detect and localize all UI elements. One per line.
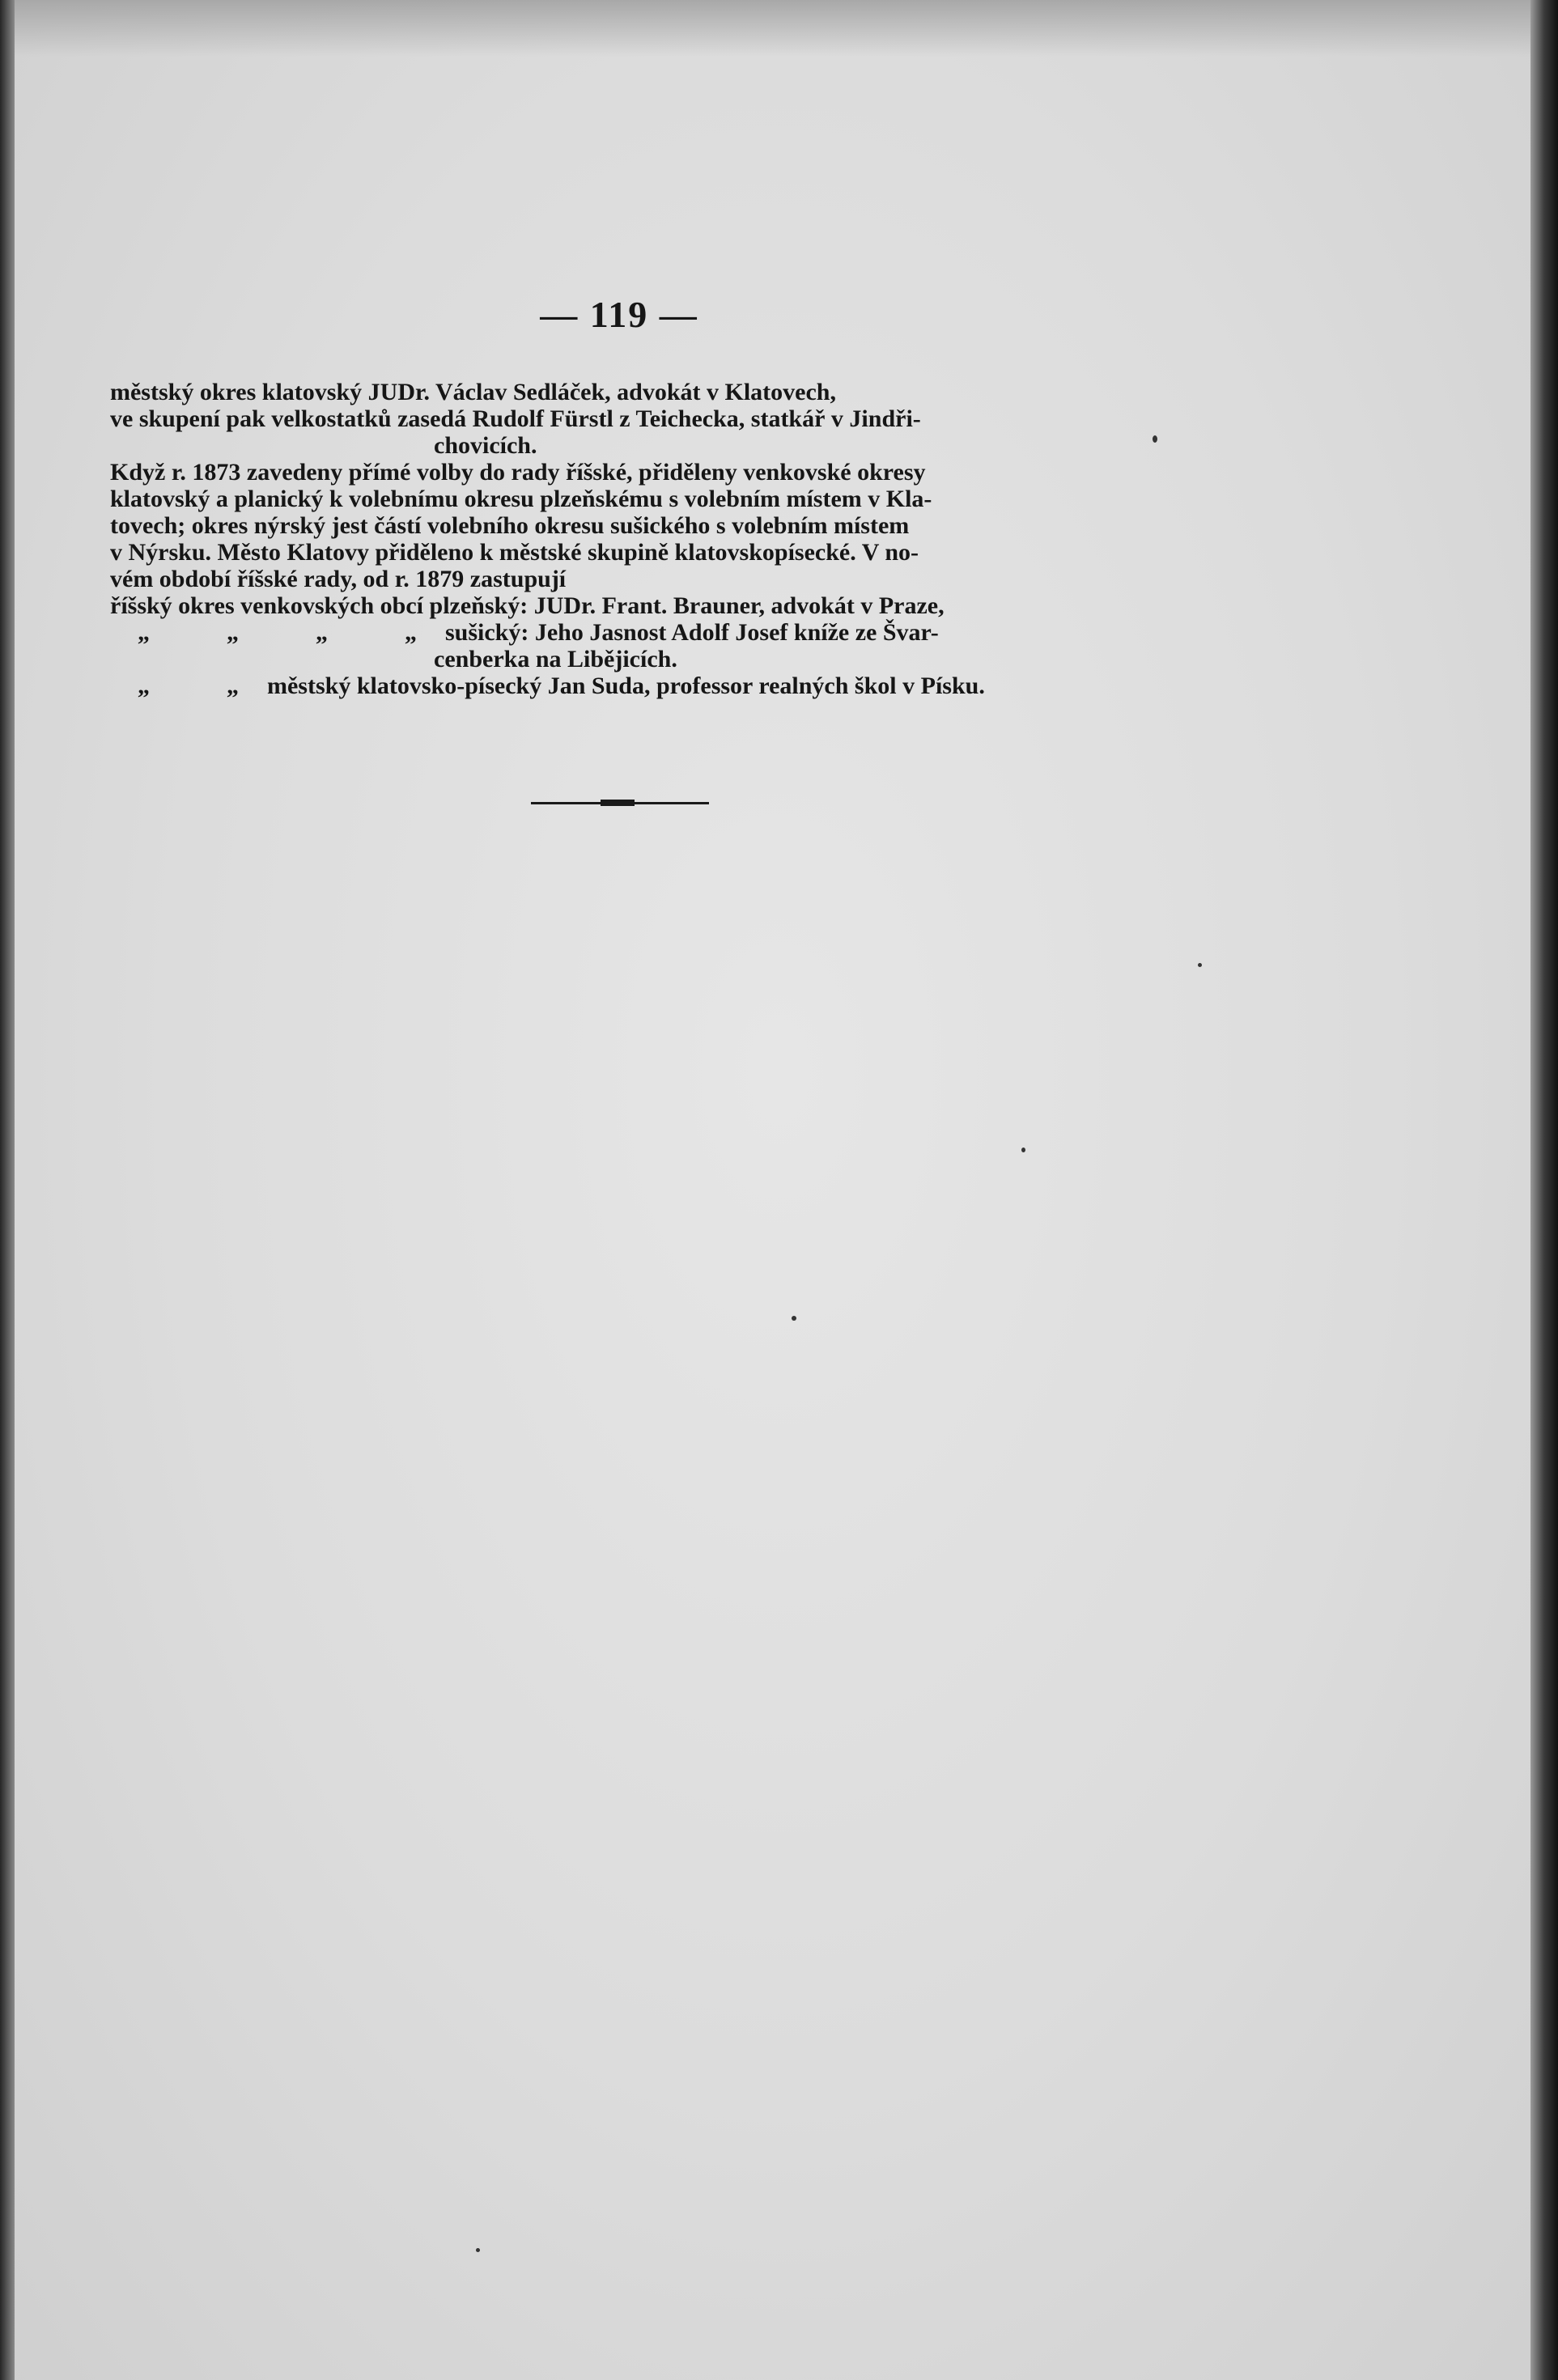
text-line: cenberka na Libějicích.	[434, 646, 677, 672]
scan-speck	[1153, 435, 1157, 443]
text-line: městský okres klatovský JUDr. Václav Sedláček, advokát v Klatovech,	[110, 379, 836, 405]
scan-edge-right	[1530, 0, 1558, 2380]
ditto-line	[110, 672, 1122, 699]
scan-speck	[1021, 1148, 1025, 1152]
text-segment: městský klatovsko-písecký Jan Suda, professor realných škol v Písku.	[267, 672, 985, 699]
text-line: Když r. 1873 zavedeny přímé volby do rady říšské, přiděleny venkovské okresy	[110, 459, 926, 486]
text-line: tovech; okres nýrský jest částí volebního okresu sušického s volebním místem	[110, 512, 910, 539]
text-line: vém období říšské rady, od r. 1879 zastupují	[110, 566, 567, 592]
text-line: chovicích.	[434, 432, 537, 459]
scan-speck	[792, 1316, 796, 1321]
text-line: ve skupení pak velkostatků zasedá Rudolf Fürstl z Teichecka, statkář v Jindři-	[110, 405, 921, 432]
section-divider-ornament	[601, 800, 635, 806]
ditto-mark: „	[316, 619, 328, 646]
scan-speck	[1198, 963, 1202, 967]
scan-edge-left	[0, 0, 15, 2380]
text-line: klatovský a planický k volebnímu okresu plzeňskému s volebním místem v Kla-	[110, 486, 932, 512]
body-text	[110, 379, 1122, 699]
text-line: říšský okres venkovských obcí plzeňský: JUDr. Frant. Brauner, advokát v Praze,	[110, 592, 945, 619]
ditto-mark: „	[405, 619, 417, 646]
ditto-mark: „	[227, 672, 239, 699]
ditto-mark: „	[227, 619, 239, 646]
text-line: v Nýrsku. Město Klatovy přiděleno k městské skupině klatovskopísecké. V no-	[110, 539, 919, 566]
ditto-mark: „	[138, 619, 150, 646]
page-number: — 119 —	[540, 294, 698, 335]
ditto-line	[110, 619, 1122, 646]
ditto-mark: „	[138, 672, 150, 699]
scan-speck	[476, 2248, 480, 2252]
scan-edge-top	[0, 0, 1558, 57]
text-segment: sušický: Jeho Jasnost Adolf Josef kníže ze Švar-	[445, 619, 939, 646]
